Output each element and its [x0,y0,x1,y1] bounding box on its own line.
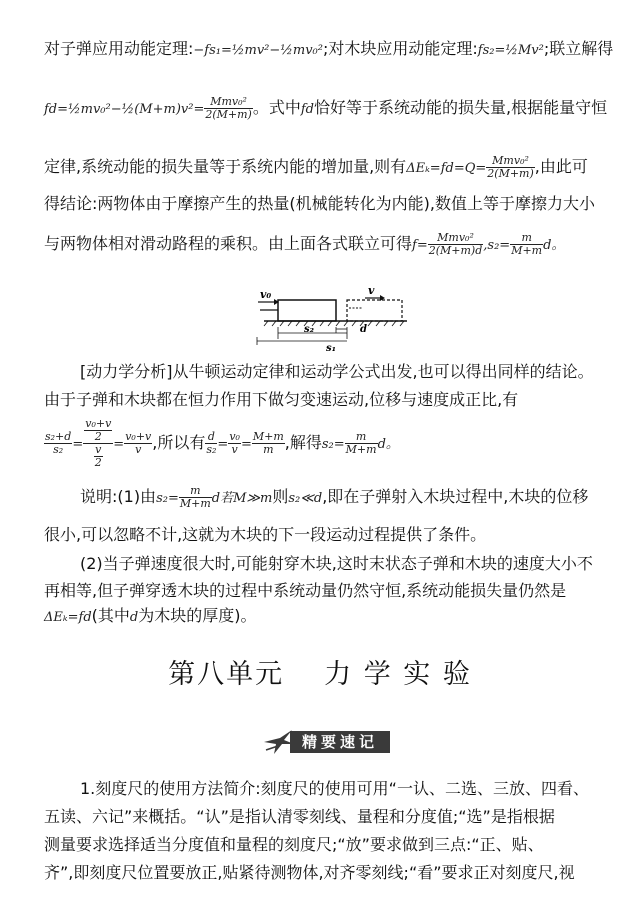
text: ;联立解得 [543,39,614,58]
block-initial [278,300,336,321]
text-line [44,38,614,62]
bullet-block-diagram [252,283,412,353]
text: 对子弹应用动能定理: [44,39,194,58]
formula: fd [300,102,314,117]
fraction: $\frac{M+m}{m}$ [252,430,284,456]
text-line: (2)当子弹速度很大时,可能射穿木块,这时末状态子弹和木块的速度大小不 [80,554,593,573]
text-line: 由于子弹和木块都在恒力作用下做匀变速运动,位移与速度成正比,有 [44,390,519,409]
fraction: $\frac{m}{M+m}$ [179,484,211,510]
banner-label: 精要速记 [290,731,390,753]
text-line: ΔEₖ=fd(其中d为木块的厚度)。 [44,606,257,625]
text-line: [动力学分析]从牛顿运动定律和运动学公式出发,也可以得出同样的结论。 [80,362,594,381]
text-line: $\frac{\text{s₂+d}}{\text{s₂}}$ = $\frac{\frac{\text{v₀+v}}{2}}{\frac{v}{2}}$ = $\frac{\text{v₀+v}}{v}$ ,所以有 $\frac{d}{\text{s₂}}$ = $\frac{\text{v₀}}{v}$ = $\frac{M+m}{m}$ ,解得s₂= $\frac{m}{M+m}$ d。 [45,417,399,469]
text-line: 很小,可以忽略不计,这就为木块的下一段运动过程提供了条件。 [44,525,487,544]
text: 与两物体相对滑动路程的乘积。由上面各式联立可得 [44,234,413,253]
unit-title: 第八单元 力 学 实 验 [168,659,472,690]
fraction: $\frac{\text{s₂+d}}{\text{s₂}}$ [45,430,72,456]
label-d: d [360,324,367,335]
section-banner [262,726,392,758]
formula: fd=½mv₀²−½(M+m)v²= [44,102,205,117]
fraction: $\frac{\text{Mmv₀²}}{2(M+m)}$ [205,95,252,121]
fraction: $\frac{\text{Mmv₀²}}{2(M+m)d}$ [428,231,483,257]
text: 定律,系统动能的损失量等于系统内能的增加量,则有 [44,157,407,176]
text-line: 测量要求选择适当分度值和量程的刻度尺;“放”要求做到三点:“正、贴、 [44,835,544,854]
label-v: v [368,284,375,297]
formula: ,s₂= [483,238,511,253]
text-line [44,95,608,121]
fraction: $\frac{m}{M+m}$ [511,231,543,257]
label-s2: s₂ [304,324,315,335]
block-final [347,300,402,321]
text-line: 说明:(1)由s₂= $\frac{m}{M+m}$ d若M≫m则s₂≪d,即在子弹射入木块过程中,木块的位移 [80,484,589,510]
text-line: 五读、六记”来概括。“认”是指认清零刻线、量程和分度值;“选”是指根据 [44,807,555,826]
fraction: $\frac{m}{M+m}$ [345,430,377,456]
text-line: 得结论:两物体由于摩擦产生的热量(机械能转化为内能),数值上等于摩擦力大小 [44,194,595,213]
fraction: $\frac{d}{\text{s₂}}$ [206,430,217,456]
text: 说明:(1)由 [80,487,157,506]
text-line: 1.刻度尺的使用方法简介:刻度尺的使用可用“一认、二选、三放、四看、 [80,779,589,798]
formula: ΔEₖ=fd=Q= [406,161,487,176]
text-line: 齐”,即刻度尺位置要放正,贴紧待测物体,对齐零刻线;“看”要求正对刻度尺,视 [44,863,575,882]
label-s1: s₁ [326,343,337,353]
formula: −fs₁=½mv²−½mv₀² [193,43,323,58]
text-line: 再相等,但子弹穿透木块的过程中系统动量仍然守恒,系统动能损失量仍然是 [44,581,567,600]
text: 恰好等于系统动能的损失量,根据能量守恒 [314,98,608,117]
text: ,所以有 [152,433,206,452]
fraction: $\frac{\frac{\text{v₀+v}}{2}}{\frac{v}{2}}$ [85,417,112,469]
text: ;对木块应用动能定理: [322,39,478,58]
fraction: $\frac{\text{v₀+v}}{v}$ [125,430,152,456]
label-v0: v₀ [260,288,272,301]
formula: d。 [543,238,565,253]
text: 。式中 [252,98,301,117]
text-line [44,232,600,257]
text: ,由此可 [534,157,588,176]
formula: fs₂=½Mv² [477,43,544,58]
fraction: $\frac{\text{Mmv₀²}}{2(M+m)}$ [487,154,534,180]
text-line [44,155,600,180]
text: ,解得 [284,433,322,452]
formula: f= [412,238,428,253]
fraction: $\frac{\text{v₀}}{v}$ [229,430,240,456]
